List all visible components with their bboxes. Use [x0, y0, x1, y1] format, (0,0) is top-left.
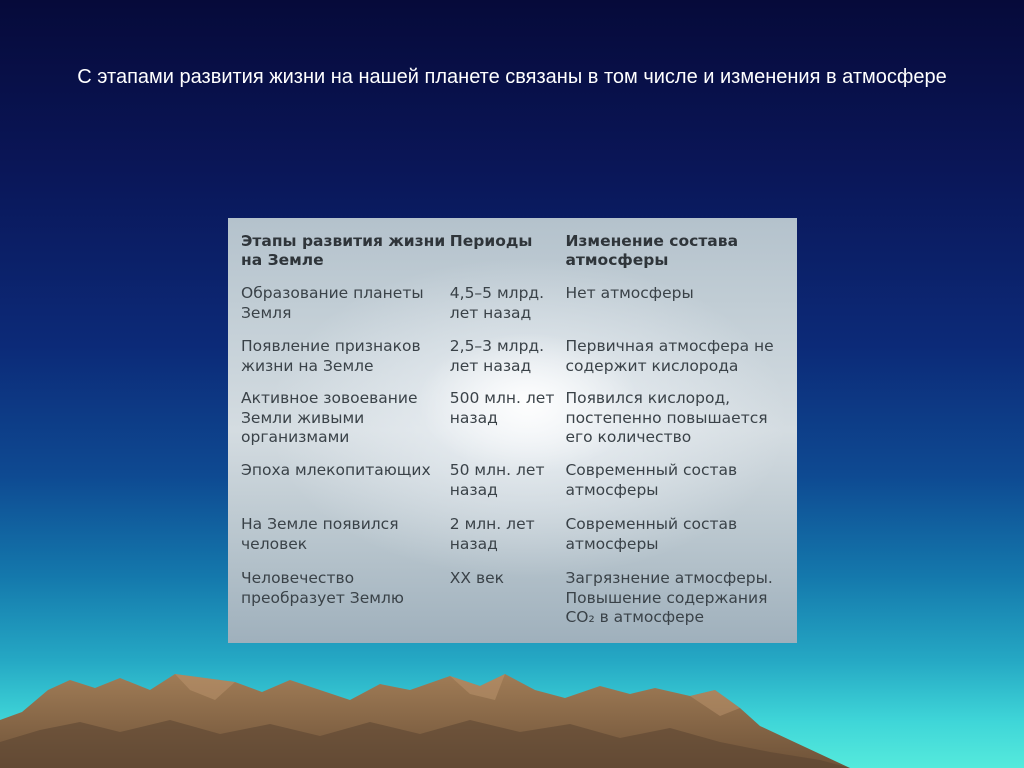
cell-period: 2,5–3 млрд. лет назад	[449, 337, 545, 375]
cell-atmosphere: Нет атмосферы	[565, 284, 694, 302]
cell-stage: Человечество преобразует Землю	[241, 569, 404, 607]
cell-period: 2 млн. лет назад	[449, 515, 535, 553]
cell-period: 4,5–5 млрд. лет назад	[449, 284, 545, 322]
table-row	[241, 461, 785, 515]
cell-atmosphere: Первичная атмосфера не содержит кислорода	[565, 337, 774, 375]
cell-stage: Эпоха млекопитающих	[241, 461, 431, 479]
header-period: Периоды	[449, 232, 533, 250]
cell-atmosphere: Загрязнение атмосферы. Повышение содержания CO₂ в атмосфере	[565, 569, 773, 626]
cell-atmosphere: Современный состав атмосферы	[565, 461, 738, 499]
table-row	[241, 569, 785, 633]
table-row	[241, 389, 785, 461]
atmosphere-table	[228, 218, 797, 643]
slide-title: С этапами развития жизни на нашей планете связаны в том числе и изменения в атмосфере	[77, 66, 947, 88]
cell-stage: Появление признаков жизни на Земле	[241, 337, 421, 375]
cell-period: 50 млн. лет назад	[449, 461, 545, 499]
cell-period: XX век	[449, 569, 504, 587]
mountain-range	[0, 660, 1024, 768]
cell-stage: Образование планеты Земля	[241, 284, 424, 322]
cell-period: 500 млн. лет назад	[449, 389, 555, 427]
cell-stage: На Земле появился человек	[241, 515, 399, 553]
header-stage: Этапы развития жизни на Земле	[241, 232, 446, 269]
table-row	[241, 284, 785, 337]
table-header-row	[241, 232, 785, 284]
table-row	[241, 337, 785, 389]
header-atmosphere-change: Изменение состава атмосферы	[565, 232, 739, 269]
cell-atmosphere: Появился кислород, постепенно повышается его количество	[565, 389, 768, 446]
cell-stage: Активное зовоевание Земли живыми организмами	[241, 389, 418, 446]
table-row	[241, 515, 785, 569]
cell-atmosphere: Современный состав атмосферы	[565, 515, 738, 553]
